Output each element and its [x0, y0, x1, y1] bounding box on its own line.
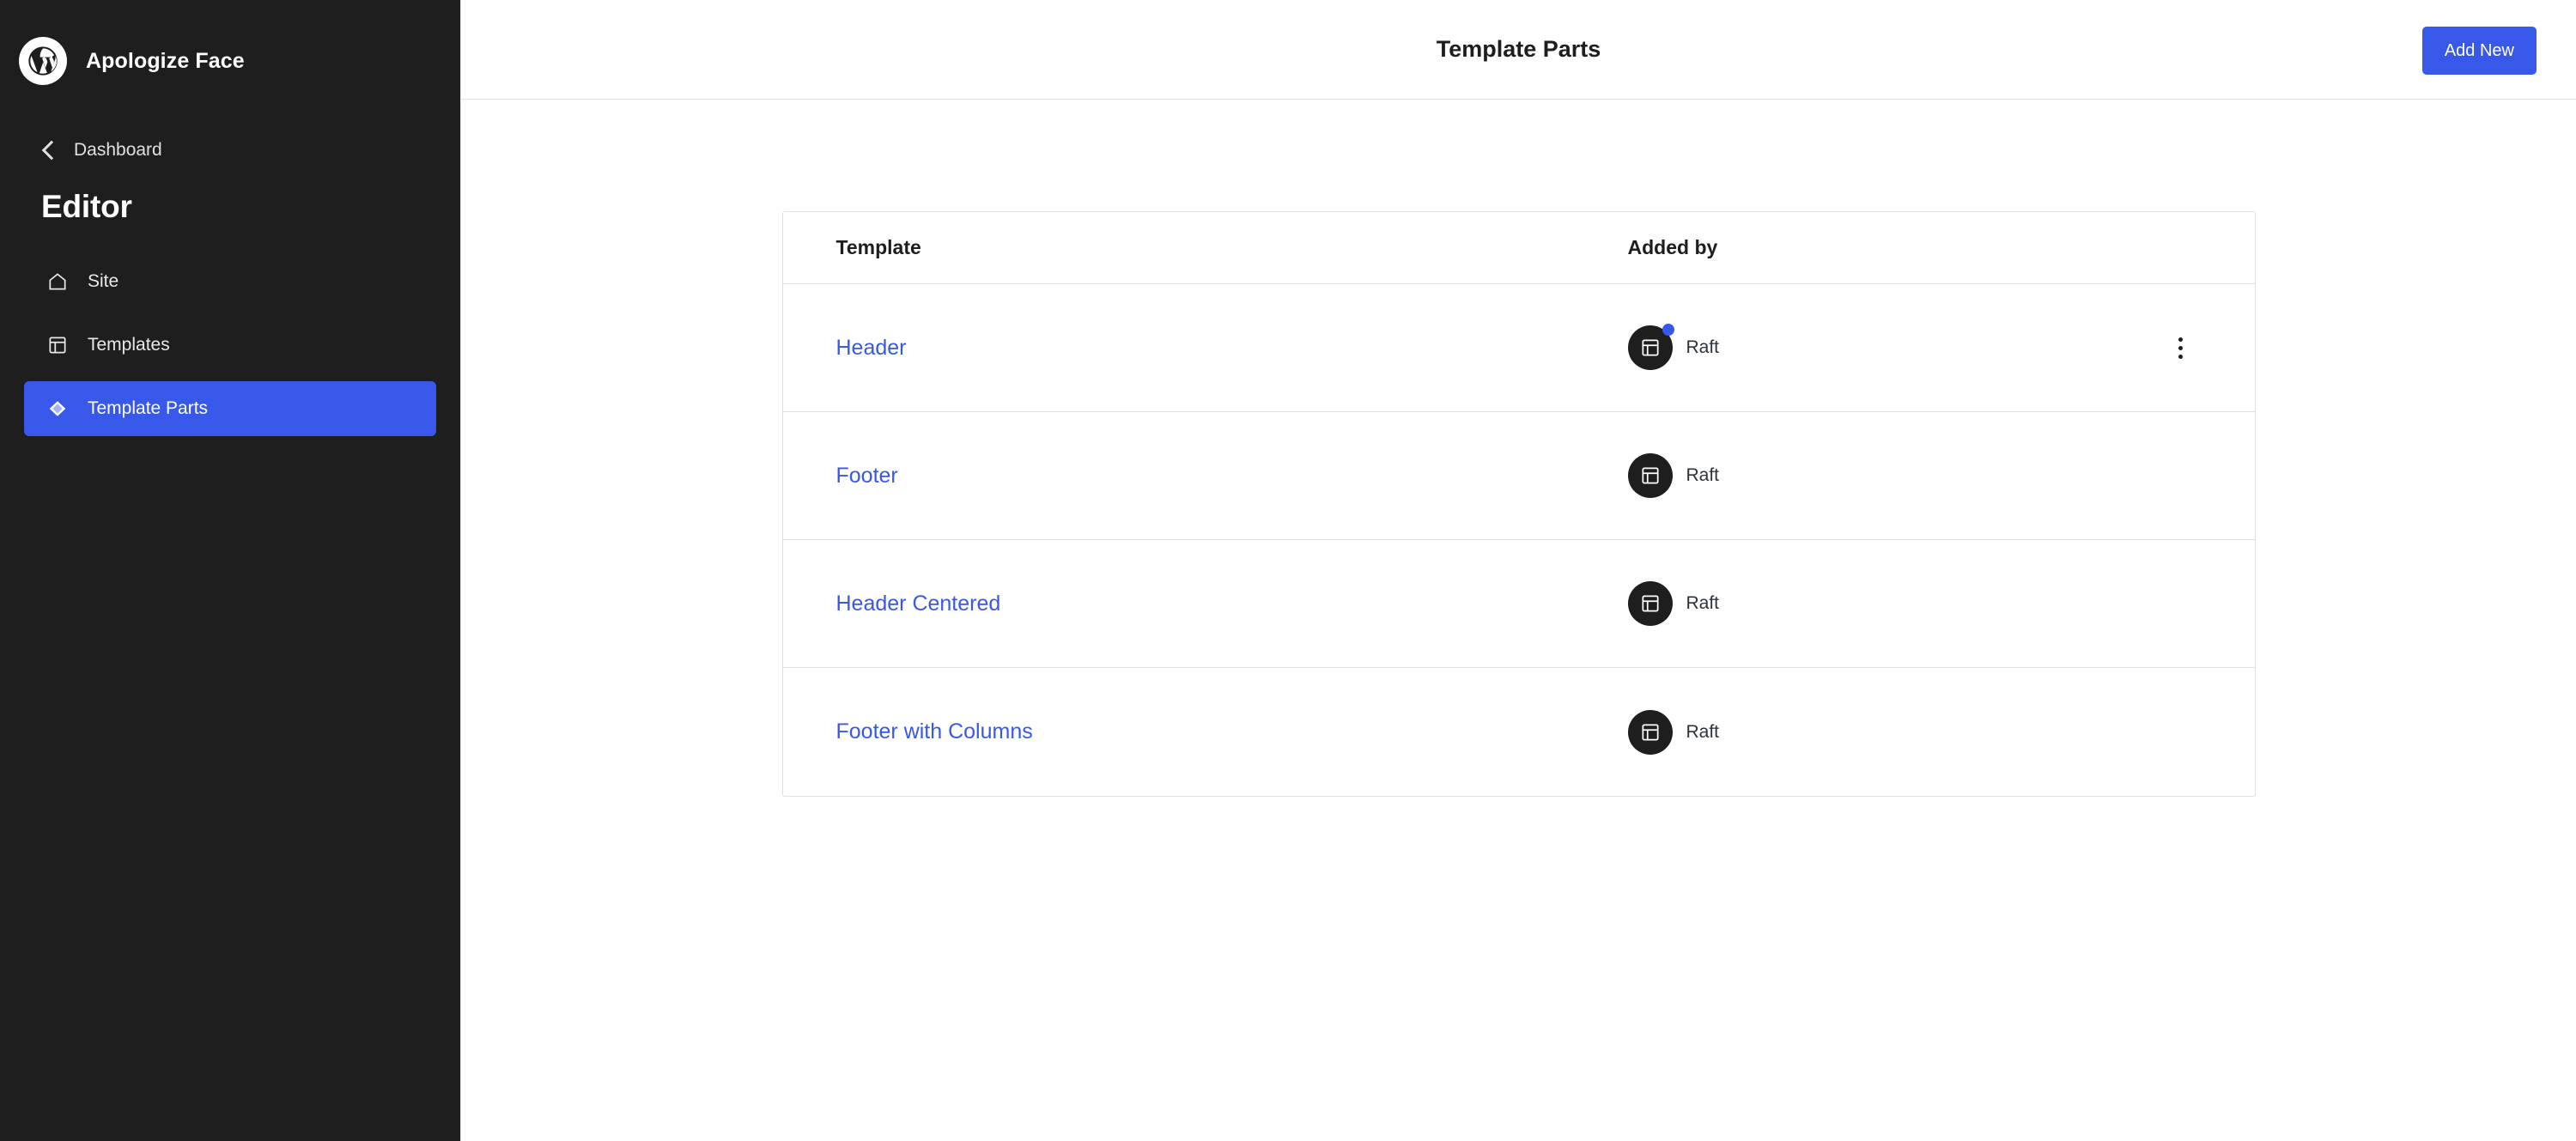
sidebar-item-template-parts[interactable]	[24, 381, 436, 436]
added-by-name: Raft	[1686, 593, 1720, 613]
sidebar-nav	[0, 254, 460, 436]
editor-heading: Editor	[41, 189, 132, 224]
main-area	[460, 0, 2576, 1141]
added-by-name: Raft	[1686, 465, 1720, 485]
row-actions	[2099, 712, 2202, 753]
column-header-added-by: Added by	[1627, 236, 1718, 258]
template-link[interactable]: Footer	[835, 463, 898, 488]
row-actions	[2099, 455, 2202, 496]
chevron-left-icon	[42, 141, 62, 161]
column-header-template: Template	[835, 236, 921, 258]
table-row	[783, 540, 2255, 668]
topbar	[461, 0, 2576, 100]
sidebar-item-site[interactable]	[24, 254, 436, 309]
template-part-icon	[1628, 710, 1673, 755]
added-by-name: Raft	[1686, 721, 1720, 742]
row-actions	[2099, 327, 2202, 368]
table-row	[783, 668, 2255, 796]
page-title: Template Parts	[1436, 36, 1601, 62]
template-parts-table	[782, 211, 2256, 797]
sidebar-item-label: Template Parts	[88, 398, 209, 418]
sidebar-item-templates[interactable]	[24, 318, 436, 373]
add-new-button[interactable]: Add New	[2422, 27, 2537, 75]
added-by-cell	[1628, 581, 2099, 626]
site-title: Apologize Face	[86, 48, 245, 73]
status-badge	[1662, 324, 1674, 336]
table-header-row	[783, 212, 2255, 284]
home-icon	[45, 269, 70, 294]
added-by-name: Raft	[1686, 337, 1720, 357]
added-by-cell	[1628, 710, 2099, 755]
layout-icon	[45, 332, 70, 358]
template-part-icon	[1628, 325, 1673, 370]
added-by-cell	[1628, 325, 2099, 370]
table-row	[783, 412, 2255, 540]
template-part-icon	[1628, 453, 1673, 498]
sidebar-item-label: Templates	[88, 335, 170, 355]
dashboard-back-link[interactable]	[0, 127, 460, 173]
wordpress-icon[interactable]	[19, 37, 67, 85]
sidebar-header	[0, 0, 460, 100]
diamond-icon	[45, 396, 70, 422]
template-link[interactable]: Footer with Columns	[835, 719, 1033, 743]
template-part-icon	[1628, 581, 1673, 626]
template-link[interactable]: Header Centered	[835, 591, 1001, 616]
added-by-cell	[1628, 453, 2099, 498]
sidebar-item-label: Site	[88, 271, 119, 291]
template-link[interactable]: Header	[835, 335, 907, 360]
table-row	[783, 284, 2255, 412]
content-area	[461, 100, 2576, 1141]
dashboard-label: Dashboard	[74, 140, 162, 160]
row-actions	[2099, 583, 2202, 624]
row-options-icon[interactable]	[2160, 327, 2202, 368]
sidebar	[0, 0, 460, 1141]
